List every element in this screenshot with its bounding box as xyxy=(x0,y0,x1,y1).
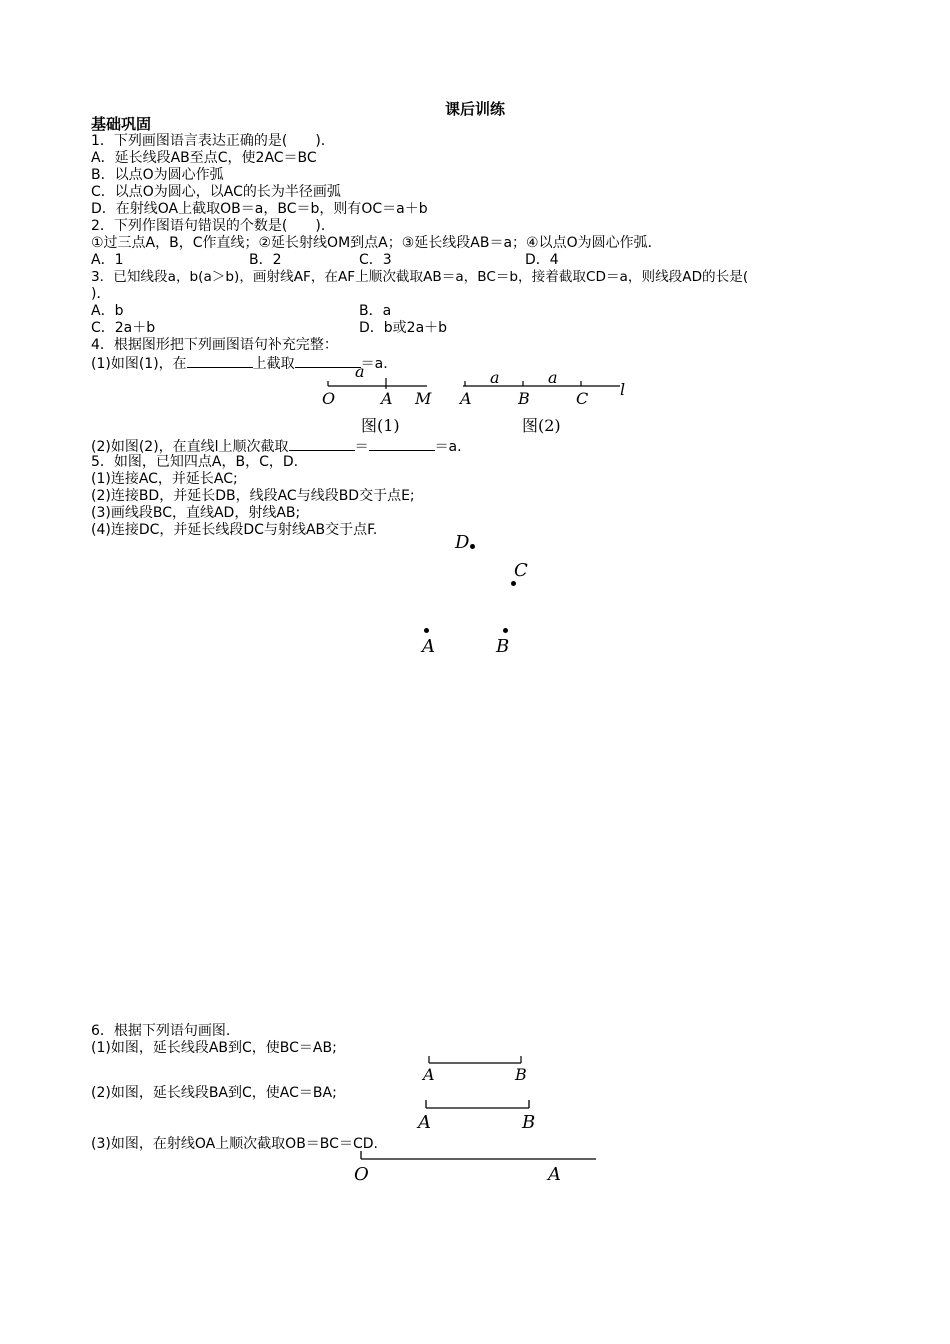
q4-part2 xyxy=(91,437,462,455)
q6-fig3-label-o: O xyxy=(354,1164,369,1185)
q3-option-c: C．2a＋b xyxy=(91,320,156,336)
q3-option-a: A．b xyxy=(91,303,124,319)
q2-option-c: C．3 xyxy=(359,252,392,268)
q1-option-a: A．延长线段AB至点C，使2AC＝BC xyxy=(91,150,317,166)
q5-point-a-label: A xyxy=(422,636,435,657)
q3-stem-line2: )． xyxy=(91,286,111,302)
q5-step-4: (4)连接DC，并延长线段DC与射线AB交于点F. xyxy=(91,522,378,538)
q2-option-a: A．1 xyxy=(91,252,124,268)
q2-option-d: D．4 xyxy=(525,252,559,268)
q6-fig1-label-a: A xyxy=(423,1065,435,1084)
q5-stem: 5．如图，已知四点A，B，C，D. xyxy=(91,454,299,470)
q6-fig2-label-b: B xyxy=(522,1112,536,1133)
q2-option-b: B．2 xyxy=(249,252,282,268)
q5-point-d xyxy=(470,544,475,549)
q1-option-c: C．以点O为圆心，以AC的长为半径画弧 xyxy=(91,184,341,200)
fig1-caption: 图(1) xyxy=(361,416,400,435)
q2-items: ①过三点A，B，C作直线；②延长射线OM到点A；③延长线段AB＝a；④以点O为圆心作弧． xyxy=(91,235,662,251)
q5-point-d-label: D xyxy=(455,532,470,553)
q4-part1-prefix: (1)如图(1)，在 xyxy=(91,356,187,372)
fig1-label-a: A xyxy=(381,389,393,408)
fig1-seg-label: a xyxy=(355,362,365,381)
q4-blank-3 xyxy=(289,437,355,451)
q3-stem-line1: 3．已知线段a，b(a＞b)，画射线AF，在AF上顺次截取AB＝a，BC＝b，接着截取CD＝a，则线段AD的长是( xyxy=(91,269,749,285)
q1-option-d: D．在射线OA上截取OB＝a，BC＝b，则有OC＝a＋b xyxy=(91,201,428,217)
q4-stem: 4．根据图形把下列画图语句补充完整： xyxy=(91,337,338,353)
q5-step-3: (3)画线段BC，直线AD，射线AB; xyxy=(91,505,301,521)
q5-step-2: (2)连接BD，并延长DB，线段AC与线段BD交于点E; xyxy=(91,488,415,504)
q6-stem: 6．根据下列语句画图. xyxy=(91,1023,231,1039)
q5-point-b-label: B xyxy=(496,636,510,657)
q1-stem: 1．下列画图语言表达正确的是( )． xyxy=(91,133,335,149)
q6-step-3: (3)如图，在射线OA上顺次截取OB＝BC＝CD. xyxy=(91,1136,378,1152)
q6-fig2-label-a: A xyxy=(418,1112,431,1133)
q5-step-1: (1)连接AC，并延长AC; xyxy=(91,471,238,487)
q6-step-2: (2)如图，延长线段BA到C，使AC＝BA; xyxy=(91,1085,337,1101)
fig2-caption: 图(2) xyxy=(522,416,561,435)
q3-option-d: D．b或2a＋b xyxy=(359,320,448,336)
q3-option-b: B．a xyxy=(359,303,392,319)
fig2-label-b: B xyxy=(518,389,530,408)
q6-fig3-label-a: A xyxy=(548,1164,561,1185)
q4-part2-suffix: ＝a. xyxy=(434,439,462,455)
page-title: 课后训练 xyxy=(444,100,505,118)
q1-option-b: B．以点O为圆心作弧 xyxy=(91,167,224,183)
fig2-seg2-label: a xyxy=(548,368,558,387)
fig2-seg1-label: a xyxy=(490,368,500,387)
q5-point-c xyxy=(511,581,516,586)
fig2-line-label: l xyxy=(620,380,626,399)
fig1-label-o: O xyxy=(322,389,336,408)
q5-point-a xyxy=(424,628,429,633)
section-heading: 基础巩固 xyxy=(91,115,152,133)
q4-part2-eq: ＝ xyxy=(354,439,369,455)
q4-part1-mid: 上截取 xyxy=(252,356,295,372)
fig2-label-a: A xyxy=(460,389,472,408)
q4-blank-4 xyxy=(369,437,435,451)
q5-point-c-label: C xyxy=(514,560,528,581)
q2-stem: 2．下列作图语句错误的个数是( )． xyxy=(91,218,335,234)
q4-part2-prefix: (2)如图(2)，在直线l上顺次截取 xyxy=(91,439,289,455)
q6-step-1: (1)如图，延长线段AB到C，使BC＝AB; xyxy=(91,1040,337,1056)
fig1-label-m: M xyxy=(415,389,432,408)
q6-fig1-label-b: B xyxy=(515,1065,527,1084)
q5-point-b xyxy=(503,628,508,633)
fig2-label-c: C xyxy=(576,389,589,408)
q4-part1-suffix: ＝a. xyxy=(360,356,388,372)
